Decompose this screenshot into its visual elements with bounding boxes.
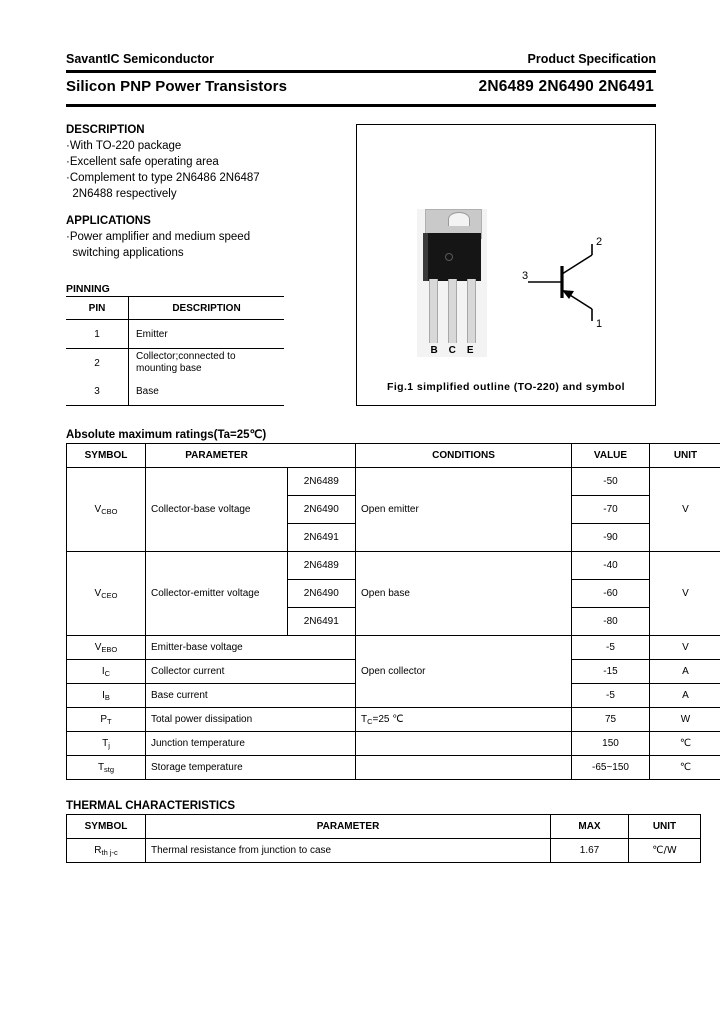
pinning-description-line-2: mounting base bbox=[136, 363, 202, 374]
ratings-unit: V bbox=[650, 468, 720, 552]
ratings-value: -15 bbox=[572, 660, 650, 684]
description-bullet: ·With TO-220 package bbox=[66, 140, 182, 152]
condition-subscript: C bbox=[367, 717, 373, 726]
mounting-hole bbox=[448, 212, 470, 226]
ratings-unit: V bbox=[650, 636, 720, 660]
document-type: Product Specification bbox=[527, 52, 656, 66]
pinning-heading: PINNING bbox=[66, 283, 110, 295]
table-row bbox=[67, 708, 720, 732]
ratings-unit: A bbox=[650, 684, 720, 708]
package-lead-labels bbox=[417, 345, 487, 356]
table-row bbox=[67, 468, 720, 496]
pinning-pin-number: 2 bbox=[66, 349, 129, 378]
ratings-col-conditions: CONDITIONS bbox=[356, 444, 572, 468]
ratings-value: -5 bbox=[572, 684, 650, 708]
header-rule-bottom bbox=[66, 104, 656, 107]
symbol-subscript: B bbox=[104, 693, 110, 702]
ratings-table-title: Absolute maximum ratings(Ta=25℃) bbox=[66, 429, 267, 441]
product-line-title: Silicon PNP Power Transistors bbox=[66, 78, 288, 95]
package-lead bbox=[467, 279, 476, 343]
ratings-unit: ℃ bbox=[650, 732, 720, 756]
ratings-parameter: Storage temperature bbox=[146, 756, 356, 780]
ratings-col-parameter: PARAMETER bbox=[146, 444, 288, 468]
package-lead bbox=[429, 279, 438, 343]
ratings-type: 2N6489 bbox=[287, 552, 356, 580]
ratings-symbol bbox=[67, 708, 146, 732]
pinning-pin-number: 1 bbox=[66, 320, 129, 349]
intro-right-column bbox=[356, 124, 656, 406]
symbol-base: V bbox=[94, 504, 102, 515]
symbol-base: R bbox=[94, 845, 102, 856]
ratings-value: -65~150 bbox=[572, 756, 650, 780]
ratings-col-type bbox=[287, 444, 356, 468]
symbol-base: I bbox=[101, 666, 105, 677]
symbol-pin-2-label: 2 bbox=[596, 236, 603, 248]
figure-caption: Fig.1 simplified outline (TO-220) and symbol bbox=[387, 381, 625, 393]
table-row bbox=[67, 636, 720, 660]
ratings-unit: ℃ bbox=[650, 756, 720, 780]
datasheet-page bbox=[66, 0, 698, 863]
ratings-type: 2N6490 bbox=[287, 580, 356, 608]
table-row bbox=[67, 732, 720, 756]
description-bullet: ·Complement to type 2N6486 2N6487 bbox=[66, 172, 260, 184]
ratings-value: 150 bbox=[572, 732, 650, 756]
ratings-symbol bbox=[67, 660, 146, 684]
symbol-pin-1-label: 1 bbox=[596, 318, 603, 330]
table-row bbox=[67, 756, 720, 780]
symbol-subscript: C bbox=[104, 669, 111, 678]
ratings-value: -40 bbox=[572, 552, 650, 580]
company-name: SavantIC Semiconductor bbox=[66, 52, 214, 66]
ratings-value: -70 bbox=[572, 496, 650, 524]
symbol-subscript: CEO bbox=[101, 591, 118, 600]
pinning-pin-description: Emitter bbox=[136, 328, 168, 340]
ratings-parameter: Collector-emitter voltage bbox=[146, 552, 288, 636]
ratings-symbol bbox=[67, 468, 146, 552]
symbol-subscript: T bbox=[107, 717, 112, 726]
ratings-col-symbol: SYMBOL bbox=[67, 444, 146, 468]
figure-box bbox=[356, 124, 656, 406]
symbol-subscript: EBO bbox=[101, 645, 118, 654]
thermal-table-title: THERMAL CHARACTERISTICS bbox=[66, 800, 236, 812]
table-row bbox=[66, 377, 284, 406]
ratings-value: -90 bbox=[572, 524, 650, 552]
symbol-base: V bbox=[94, 642, 102, 653]
thermal-symbol bbox=[67, 839, 146, 863]
ratings-conditions bbox=[356, 732, 572, 756]
description-bullet: ·Excellent safe operating area bbox=[66, 156, 219, 168]
symbol-base: P bbox=[100, 714, 108, 725]
product-title-row bbox=[66, 73, 656, 100]
ratings-symbol bbox=[67, 636, 146, 660]
ratings-parameter: Junction temperature bbox=[146, 732, 356, 756]
pinning-header-row bbox=[66, 297, 284, 320]
ratings-symbol bbox=[67, 684, 146, 708]
ratings-value: -5 bbox=[572, 636, 650, 660]
ratings-type: 2N6491 bbox=[287, 608, 356, 636]
section-spacer bbox=[66, 202, 355, 215]
ratings-value: -80 bbox=[572, 608, 650, 636]
pinning-pin-description: Base bbox=[129, 377, 285, 406]
ratings-conditions: Open base bbox=[356, 552, 572, 636]
pinning-col-description: DESCRIPTION bbox=[129, 297, 285, 320]
thermal-parameter: Thermal resistance from junction to case bbox=[146, 839, 551, 863]
thermal-col-symbol: SYMBOL bbox=[67, 815, 146, 839]
ratings-value: 75 bbox=[572, 708, 650, 732]
ratings-col-value: VALUE bbox=[572, 444, 650, 468]
description-heading: DESCRIPTION bbox=[66, 124, 145, 136]
ratings-symbol bbox=[67, 756, 146, 780]
description-list bbox=[66, 138, 355, 202]
symbol-pin-3-label: 3 bbox=[522, 270, 529, 282]
thermal-col-parameter: PARAMETER bbox=[146, 815, 551, 839]
pinning-description-line-1: Collector;connected to bbox=[136, 350, 236, 362]
symbol-base: T bbox=[97, 762, 105, 773]
condition-rest: =25 ℃ bbox=[372, 714, 404, 725]
intro-section bbox=[66, 124, 656, 406]
symbol-base: T bbox=[102, 738, 109, 749]
ratings-symbol bbox=[67, 552, 146, 636]
applications-heading: APPLICATIONS bbox=[66, 215, 151, 227]
ratings-unit: V bbox=[650, 552, 720, 636]
package-body-highlight bbox=[423, 233, 428, 281]
pinning-col-pin: PIN bbox=[66, 297, 129, 320]
ratings-unit: W bbox=[650, 708, 720, 732]
ratings-type: 2N6489 bbox=[287, 468, 356, 496]
symbol-subscript: CBO bbox=[101, 507, 118, 516]
package-marking bbox=[445, 253, 453, 261]
symbol-base: I bbox=[102, 690, 105, 701]
thermal-characteristics-table bbox=[66, 814, 701, 863]
absolute-maximum-ratings-table bbox=[66, 443, 720, 780]
ratings-conditions: Open emitter bbox=[356, 468, 572, 552]
symbol-subscript: j bbox=[108, 741, 110, 750]
ratings-conditions bbox=[356, 708, 572, 732]
ratings-parameter: Base current bbox=[146, 684, 356, 708]
thermal-col-unit: UNIT bbox=[629, 815, 701, 839]
ratings-parameter: Collector current bbox=[146, 660, 356, 684]
ratings-parameter: Emitter-base voltage bbox=[146, 636, 356, 660]
package-lead bbox=[448, 279, 457, 343]
ratings-col-unit: UNIT bbox=[650, 444, 720, 468]
pinning-pin-number: 3 bbox=[66, 377, 129, 406]
ratings-header-row bbox=[67, 444, 720, 468]
intro-left-column bbox=[66, 124, 355, 406]
table-row bbox=[66, 320, 284, 349]
symbol-subscript: th j-c bbox=[101, 848, 118, 857]
lead-label-base: B bbox=[430, 345, 438, 356]
ratings-symbol bbox=[67, 732, 146, 756]
applications-bullet: ·Power amplifier and medium speed bbox=[66, 231, 251, 243]
ratings-value: -60 bbox=[572, 580, 650, 608]
page-header bbox=[66, 0, 656, 66]
applications-bullet: switching applications bbox=[66, 247, 184, 259]
ratings-unit: A bbox=[650, 660, 720, 684]
table-row bbox=[67, 839, 701, 863]
lead-label-collector: C bbox=[448, 345, 456, 356]
thermal-header-row bbox=[67, 815, 701, 839]
ratings-value: -50 bbox=[572, 468, 650, 496]
applications-list bbox=[66, 229, 355, 261]
description-bullet: 2N6488 respectively bbox=[66, 188, 177, 200]
ratings-type: 2N6490 bbox=[287, 496, 356, 524]
condition-symbol: T bbox=[361, 714, 368, 725]
thermal-max-value: 1.67 bbox=[551, 839, 629, 863]
thermal-unit: ℃/W bbox=[629, 839, 701, 863]
table-row bbox=[66, 349, 284, 378]
pinning-table bbox=[66, 296, 284, 406]
ratings-type: 2N6491 bbox=[287, 524, 356, 552]
lead-label-emitter: E bbox=[466, 345, 474, 356]
to220-package-photo bbox=[417, 209, 487, 357]
part-numbers: 2N6489 2N6490 2N6491 bbox=[478, 78, 654, 95]
table-row bbox=[67, 552, 720, 580]
ratings-conditions: Open collector bbox=[356, 636, 572, 708]
symbol-base: V bbox=[94, 588, 102, 599]
pinning-pin-description bbox=[129, 349, 285, 378]
ratings-conditions bbox=[356, 756, 572, 780]
ratings-parameter: Collector-base voltage bbox=[146, 468, 288, 552]
ratings-parameter: Total power dissipation bbox=[146, 708, 356, 732]
symbol-subscript: stg bbox=[104, 765, 115, 774]
pnp-transistor-symbol bbox=[522, 235, 617, 330]
thermal-col-max: MAX bbox=[551, 815, 629, 839]
